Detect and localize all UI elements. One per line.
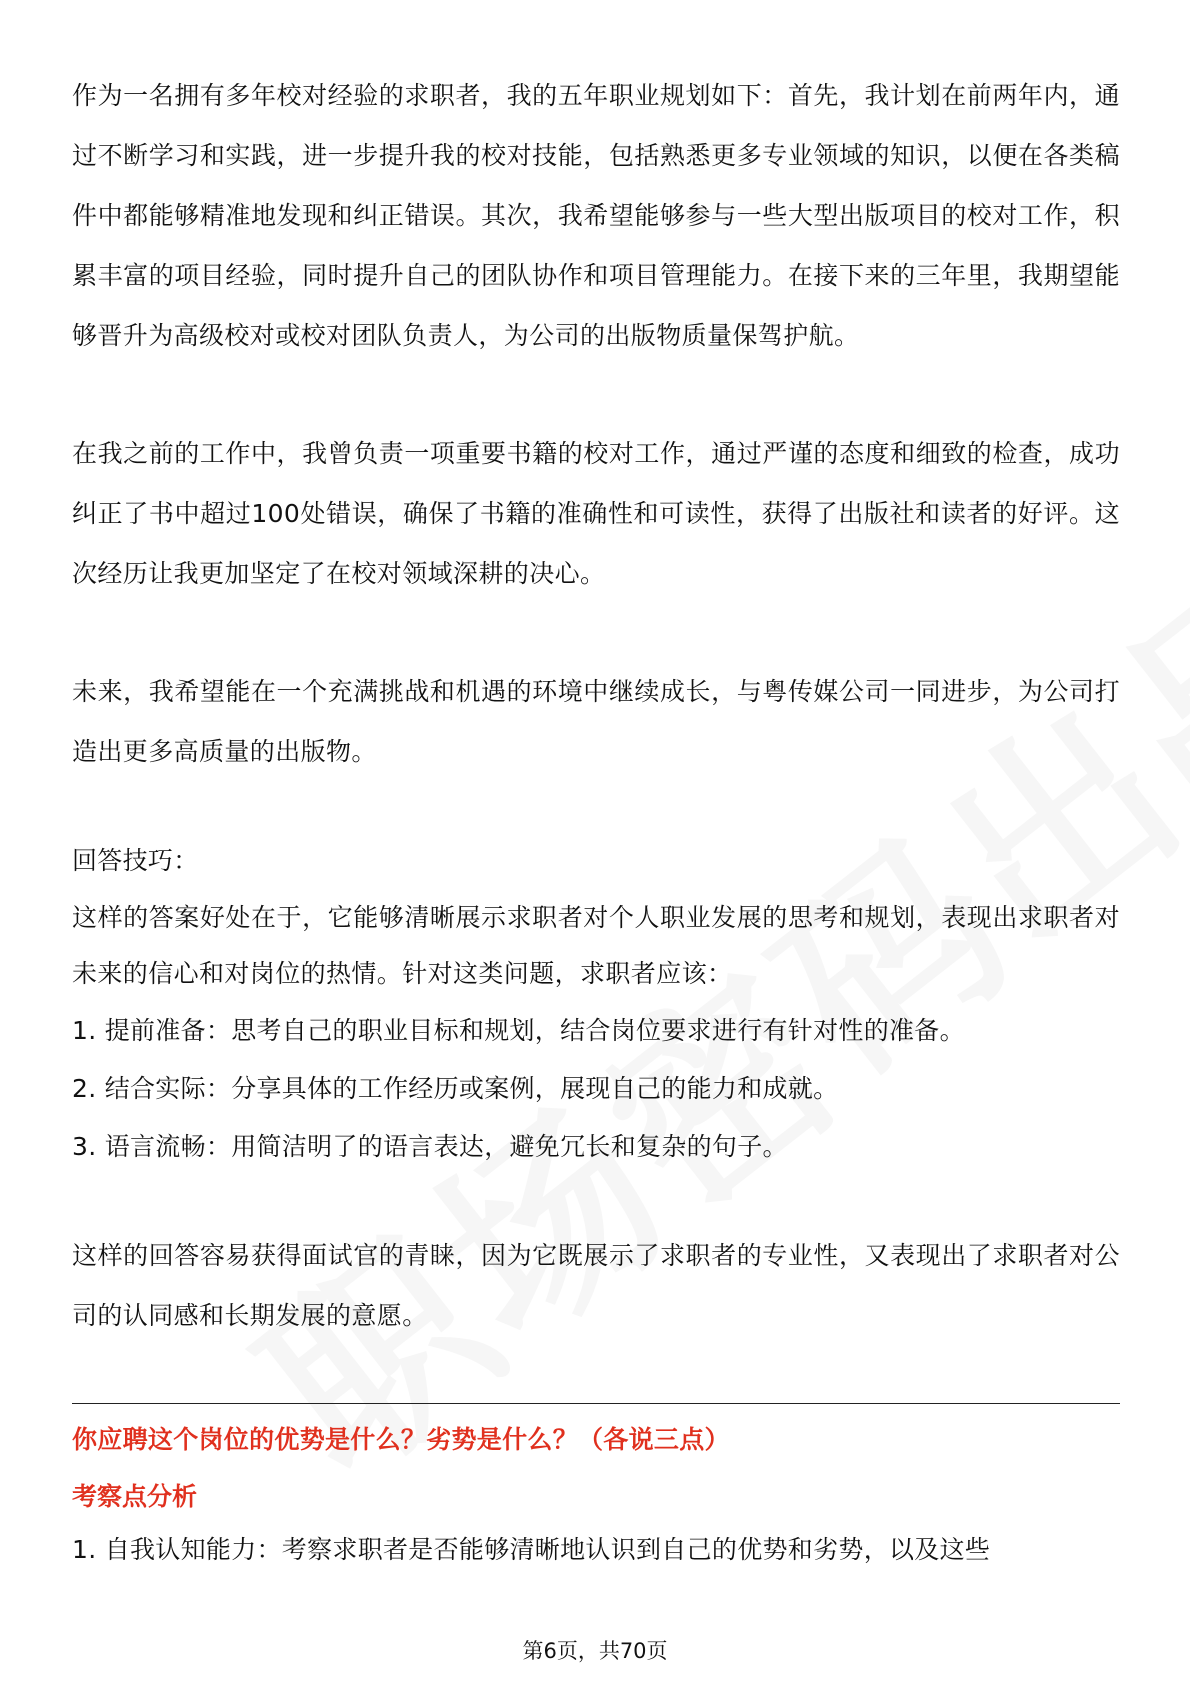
paragraph-career-plan: 作为一名拥有多年校对经验的求职者，我的五年职业规划如下：首先，我计划在前两年内，通过不断学习和实践，进一步提升我的校对技能，包括熟悉更多专业领域的知识，以便在各类稿件中都能够精准地发现和纠正错误。其次，我希望能够参与一些大型出版项目的校对工作，积累丰富的项目经验，同时提升自己的团队协作和项目管理能力。在接下来的三年里，我期望能够晋升为高级校对或校对团队负责人，为公司的出版物质量保驾护航。: [72, 81, 1120, 350]
tips-heading: 回答技巧：: [72, 846, 199, 875]
main-content: [72, 66, 1120, 1346]
tips-item-1: 1. 提前准备：思考自己的职业目标和规划，结合岗位要求进行有针对性的准备。: [72, 1016, 965, 1045]
page-number: 第6页，共70页: [522, 1639, 668, 1663]
question-title: 你应聘这个岗位的优势是什么？劣势是什么？（各说三点）: [72, 1425, 730, 1454]
tips-intro: 这样的答案好处在于，它能够清晰展示求职者对个人职业发展的思考和规划，表现出求职者对未来的信心和对岗位的热情。针对这类问题，求职者应该：: [72, 903, 1120, 988]
paragraph-past-experience: 在我之前的工作中，我曾负责一项重要书籍的校对工作，通过严谨的态度和细致的检查，成功纠正了书中超过100处错误，确保了书籍的准确性和可读性，获得了出版社和读者的好评。这次经历让我更加坚定了在校对领域深耕的决心。: [72, 439, 1120, 588]
section-divider: [72, 1403, 1120, 1404]
analysis-heading: 考察点分析: [72, 1482, 198, 1511]
tips-item-3: 3. 语言流畅：用简洁明了的语言表达，避免冗长和复杂的句子。: [72, 1132, 788, 1161]
tips-conclusion: 这样的回答容易获得面试官的青睐，因为它既展示了求职者的专业性，又表现出了求职者对公司的认同感和长期发展的意愿。: [72, 1241, 1120, 1330]
tips-item-2: 2. 结合实际：分享具体的工作经历或案例，展现自己的能力和成就。: [72, 1074, 839, 1103]
analysis-point-1: 1. 自我认知能力：考察求职者是否能够清晰地认识到自己的优势和劣势，以及这些: [72, 1535, 991, 1564]
paragraph-future: 未来，我希望能在一个充满挑战和机遇的环境中继续成长，与粤传媒公司一同进步，为公司打造出更多高质量的出版物。: [72, 677, 1120, 766]
